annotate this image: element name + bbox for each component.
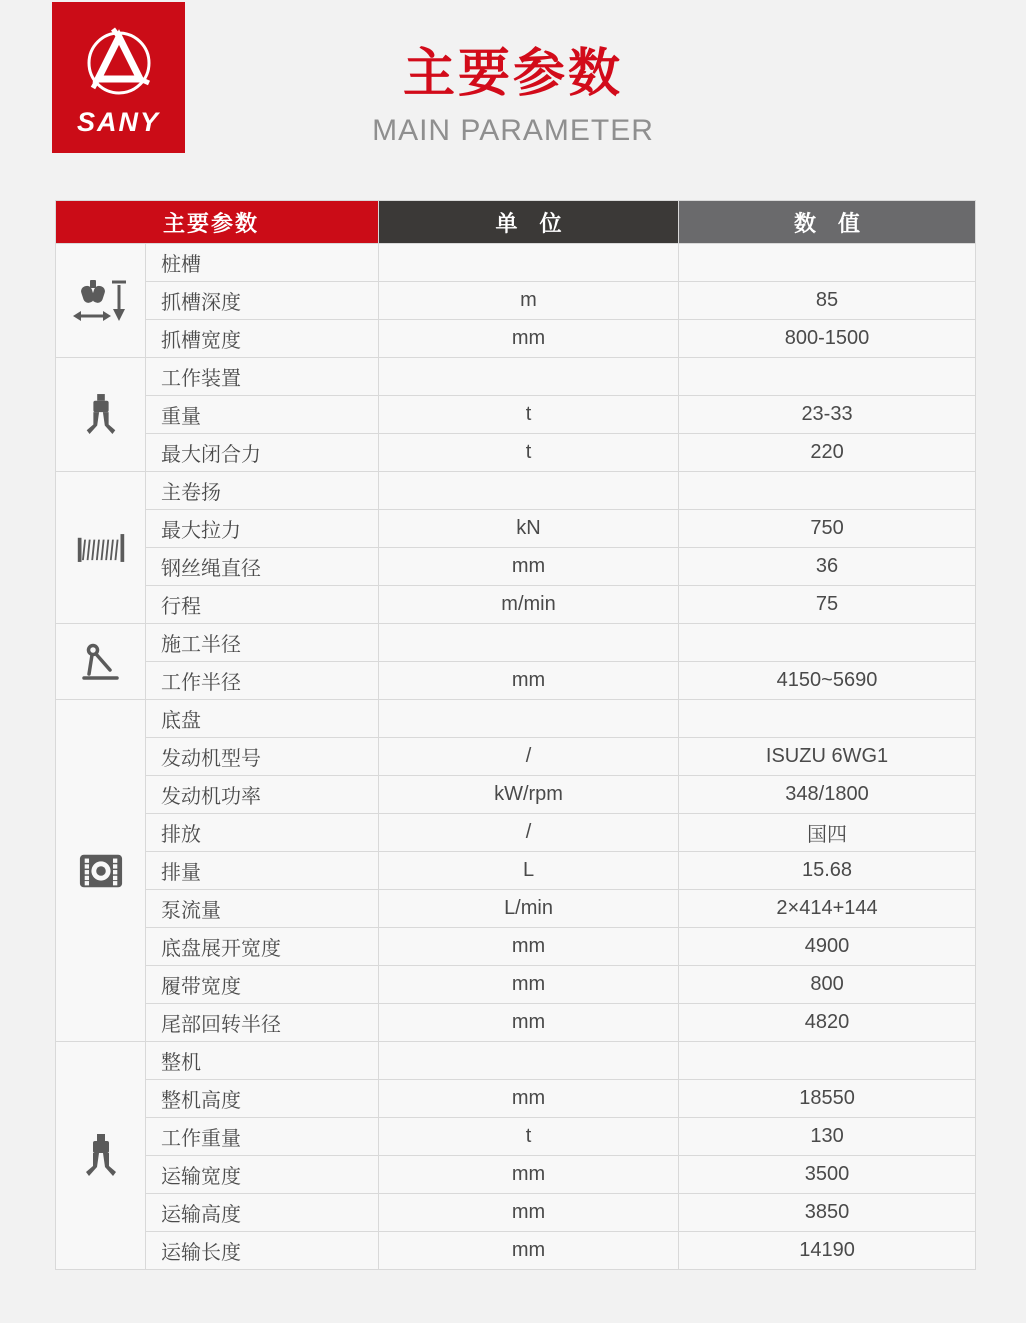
- category-row: [56, 624, 976, 662]
- table-row: [56, 738, 976, 776]
- param-label: 整机高度: [146, 1080, 379, 1118]
- table-row: [56, 1118, 976, 1156]
- category-label: 施工半径: [146, 624, 379, 662]
- table-row: [56, 396, 976, 434]
- param-value: 348/1800: [679, 776, 976, 814]
- param-label: 运输宽度: [146, 1156, 379, 1194]
- param-unit: t: [379, 1118, 679, 1156]
- param-label: 尾部回转半径: [146, 1004, 379, 1042]
- winch-drum-icon: [75, 528, 127, 568]
- group-icon-cell: [56, 624, 146, 700]
- param-value: 4150~5690: [679, 662, 976, 700]
- param-value: 130: [679, 1118, 976, 1156]
- page-title: 主要参数: [402, 45, 623, 103]
- param-unit: mm: [379, 1194, 679, 1232]
- param-unit: /: [379, 738, 679, 776]
- empty-unit-cell: [379, 472, 679, 510]
- table-header-row: [56, 201, 976, 244]
- param-label: 抓槽深度: [146, 282, 379, 320]
- table-row: [56, 814, 976, 852]
- param-value: 23-33: [679, 396, 976, 434]
- empty-unit-cell: [379, 244, 679, 282]
- table-row: [56, 928, 976, 966]
- clamshell-grab-icon: [81, 393, 121, 437]
- empty-value-cell: [679, 472, 976, 510]
- work-radius-compass-icon: [81, 642, 121, 682]
- param-label: 排量: [146, 852, 379, 890]
- whole-machine-grab-icon: [80, 1133, 122, 1179]
- param-unit: L: [379, 852, 679, 890]
- category-label: 主卷扬: [146, 472, 379, 510]
- table-row: [56, 662, 976, 700]
- param-unit: /: [379, 814, 679, 852]
- param-value: 36: [679, 548, 976, 586]
- param-label: 行程: [146, 586, 379, 624]
- param-value: 85: [679, 282, 976, 320]
- empty-value-cell: [679, 358, 976, 396]
- table-row: [56, 1156, 976, 1194]
- group-icon-cell: [56, 472, 146, 624]
- param-value: 15.68: [679, 852, 976, 890]
- param-value: 800-1500: [679, 320, 976, 358]
- param-unit: t: [379, 396, 679, 434]
- category-label: 工作装置: [146, 358, 379, 396]
- param-unit: mm: [379, 1156, 679, 1194]
- param-unit: mm: [379, 1232, 679, 1270]
- param-label: 最大闭合力: [146, 434, 379, 472]
- param-unit: kN: [379, 510, 679, 548]
- parameters-table: [55, 200, 976, 1270]
- param-unit: mm: [379, 548, 679, 586]
- empty-unit-cell: [379, 700, 679, 738]
- param-label: 最大拉力: [146, 510, 379, 548]
- param-unit: kW/rpm: [379, 776, 679, 814]
- table-row: [56, 282, 976, 320]
- param-value: 3500: [679, 1156, 976, 1194]
- param-label: 钢丝绳直径: [146, 548, 379, 586]
- param-label: 工作重量: [146, 1118, 379, 1156]
- table-row: [56, 320, 976, 358]
- sany-emblem-icon: [77, 21, 161, 105]
- group-icon-cell: [56, 700, 146, 1042]
- table-row: [56, 510, 976, 548]
- param-label: 工作半径: [146, 662, 379, 700]
- empty-unit-cell: [379, 624, 679, 662]
- empty-value-cell: [679, 244, 976, 282]
- table-row: [56, 1080, 976, 1118]
- group-icon-cell: [56, 1042, 146, 1270]
- param-label: 发动机型号: [146, 738, 379, 776]
- param-column-header: 主要参数: [56, 201, 379, 244]
- sany-logo: [52, 2, 185, 153]
- group-icon-cell: [56, 358, 146, 472]
- value-column-header: 数 值: [679, 201, 976, 244]
- param-value: 3850: [679, 1194, 976, 1232]
- param-unit: m/min: [379, 586, 679, 624]
- table-row: [56, 776, 976, 814]
- param-value: 18550: [679, 1080, 976, 1118]
- category-label: 底盘: [146, 700, 379, 738]
- param-value: 75: [679, 586, 976, 624]
- group-icon-cell: [56, 244, 146, 358]
- param-unit: L/min: [379, 890, 679, 928]
- category-row: [56, 472, 976, 510]
- param-unit: mm: [379, 662, 679, 700]
- param-label: 履带宽度: [146, 966, 379, 1004]
- param-value: 14190: [679, 1232, 976, 1270]
- page-subtitle: MAIN PARAMETER: [372, 114, 654, 147]
- param-unit: mm: [379, 1004, 679, 1042]
- category-row: [56, 244, 976, 282]
- empty-value-cell: [679, 1042, 976, 1080]
- empty-value-cell: [679, 700, 976, 738]
- empty-unit-cell: [379, 1042, 679, 1080]
- param-unit: mm: [379, 928, 679, 966]
- category-label: 桩槽: [146, 244, 379, 282]
- param-value: 国四: [679, 814, 976, 852]
- table-row: [56, 966, 976, 1004]
- param-label: 泵流量: [146, 890, 379, 928]
- param-value: 220: [679, 434, 976, 472]
- grab-depth-icon: [73, 278, 129, 324]
- param-value: 4820: [679, 1004, 976, 1042]
- table-row: [56, 890, 976, 928]
- table-row: [56, 852, 976, 890]
- param-value: 2×414+144: [679, 890, 976, 928]
- param-value: 800: [679, 966, 976, 1004]
- param-unit: mm: [379, 1080, 679, 1118]
- param-unit: t: [379, 434, 679, 472]
- param-label: 运输长度: [146, 1232, 379, 1270]
- param-unit: mm: [379, 320, 679, 358]
- sany-logo-text: SANY: [76, 107, 160, 137]
- param-value: ISUZU 6WG1: [679, 738, 976, 776]
- category-row: [56, 358, 976, 396]
- table-row: [56, 1194, 976, 1232]
- param-label: 运输高度: [146, 1194, 379, 1232]
- table-row: [56, 586, 976, 624]
- param-unit: mm: [379, 966, 679, 1004]
- param-label: 发动机功率: [146, 776, 379, 814]
- table-row: [56, 1004, 976, 1042]
- empty-value-cell: [679, 624, 976, 662]
- unit-column-header: 单 位: [379, 201, 679, 244]
- category-row: [56, 700, 976, 738]
- table-row: [56, 434, 976, 472]
- param-value: 750: [679, 510, 976, 548]
- category-label: 整机: [146, 1042, 379, 1080]
- param-label: 排放: [146, 814, 379, 852]
- category-row: [56, 1042, 976, 1080]
- table-row: [56, 548, 976, 586]
- param-unit: m: [379, 282, 679, 320]
- crawler-track-icon: [78, 850, 124, 892]
- param-label: 重量: [146, 396, 379, 434]
- table-row: [56, 1232, 976, 1270]
- empty-unit-cell: [379, 358, 679, 396]
- param-value: 4900: [679, 928, 976, 966]
- param-label: 底盘展开宽度: [146, 928, 379, 966]
- param-label: 抓槽宽度: [146, 320, 379, 358]
